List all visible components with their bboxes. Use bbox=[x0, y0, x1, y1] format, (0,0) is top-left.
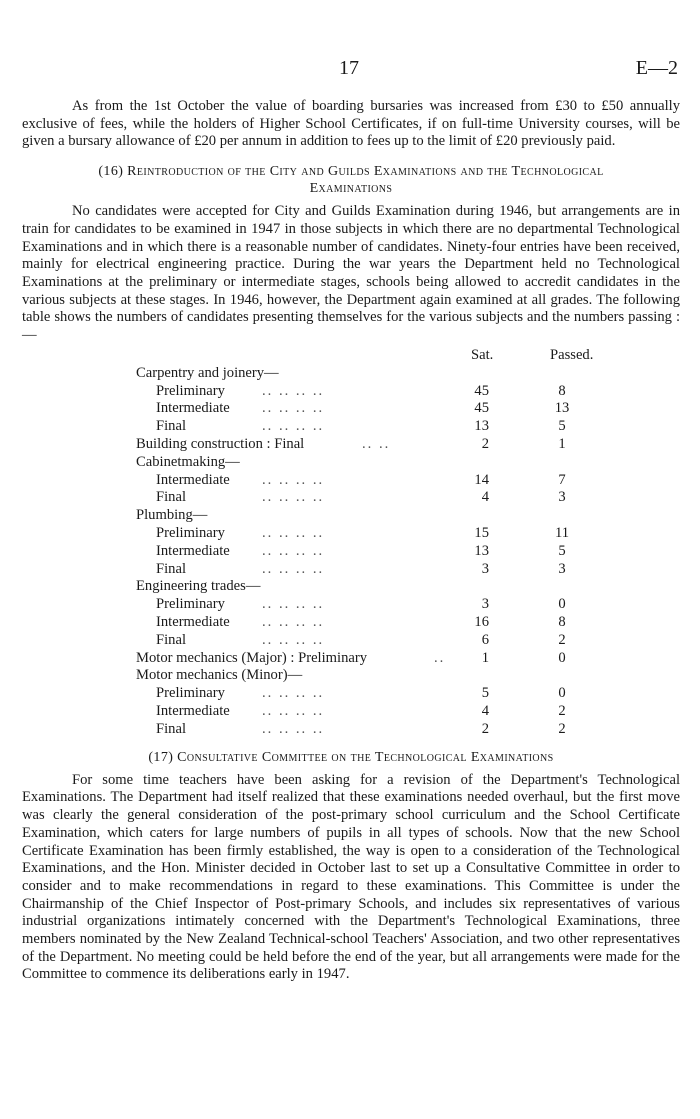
table-row bbox=[22, 489, 680, 506]
sat-value: 13 bbox=[474, 542, 489, 559]
bursaries-paragraph: As from the 1st October the value of boarding bursaries was increased from £30 to £50 annually exclusive of fees, while the holders of Higher School Certificates, if on full-time University courses, will be given a bursary allowance of £20 per annum in addition to fees up to the limit of £20 previously paid. bbox=[22, 98, 680, 150]
passed-value: 5 bbox=[558, 418, 566, 435]
table-row bbox=[22, 596, 680, 613]
passed-value: 8 bbox=[558, 613, 566, 630]
table-row bbox=[22, 578, 680, 595]
row-label: Intermediate bbox=[156, 471, 230, 488]
passed-value: 7 bbox=[558, 471, 566, 488]
leader-dots: .. .. .. .. bbox=[262, 613, 325, 630]
table-row bbox=[22, 365, 680, 382]
section-16-paragraph: No candidates were accepted for City and Guilds Examination during 1946, but arrangements are in train for candidates to be examined in 1947 in those subjects in which there are no departmental Technological Examinations and in which there is a reasonable number of candidates. Ninety-four entries have been received, mainly for electrical engineering practice. During the war years the Department held no Technological Examinations at the preliminary or intermediate stages, schools being allowed to accredit candidates in the various subjects at these stages. In 1946, however, the Department again examined at all grades. The following table shows the numbers of candidates presenting themselves for the various subjects and the numbers passing :— bbox=[22, 203, 680, 344]
examination-results-table bbox=[22, 347, 680, 737]
passed-value: 5 bbox=[558, 542, 566, 559]
passed-value: 0 bbox=[558, 649, 566, 666]
sat-value: 45 bbox=[474, 382, 489, 399]
row-label: Intermediate bbox=[156, 613, 230, 630]
row-label: Intermediate bbox=[156, 702, 230, 719]
leader-dots: .. .. .. .. bbox=[262, 400, 325, 417]
leader-dots: .. .. .. .. bbox=[262, 524, 325, 541]
passed-value: 2 bbox=[558, 631, 566, 648]
row-label: Final bbox=[156, 489, 186, 506]
sat-value: 6 bbox=[481, 631, 489, 648]
passed-value: 3 bbox=[558, 560, 566, 577]
row-label: Carpentry and joinery— bbox=[136, 364, 279, 381]
row-label: Preliminary bbox=[156, 685, 225, 702]
sat-value: 5 bbox=[481, 685, 489, 702]
table-row bbox=[22, 436, 680, 453]
leader-dots: .. .. .. .. bbox=[262, 631, 325, 648]
passed-value: 11 bbox=[554, 524, 570, 541]
sat-value: 4 bbox=[481, 702, 489, 719]
row-label: Final bbox=[156, 720, 186, 737]
table-row bbox=[22, 383, 680, 400]
passed-value: 2 bbox=[558, 720, 566, 737]
row-label: Preliminary bbox=[156, 524, 225, 541]
row-label: Building construction : Final bbox=[136, 435, 305, 452]
row-label: Final bbox=[156, 418, 186, 435]
table-row bbox=[22, 561, 680, 578]
table-row bbox=[22, 650, 680, 667]
row-label: Engineering trades— bbox=[136, 578, 261, 595]
row-label: Motor mechanics (Minor)— bbox=[136, 667, 303, 684]
passed-value: 1 bbox=[558, 435, 566, 452]
page-header bbox=[0, 57, 700, 81]
table-row bbox=[22, 703, 680, 720]
table-row bbox=[22, 667, 680, 684]
section-16-heading: (16) Reintroduction of the City and Guilds Examinations and the Technological Examinations bbox=[98, 164, 604, 197]
sat-value: 45 bbox=[474, 400, 489, 417]
table-row bbox=[22, 685, 680, 702]
column-header-passed: Passed. bbox=[550, 346, 594, 363]
passed-value: 0 bbox=[558, 685, 566, 702]
leader-dots: .. .. .. .. bbox=[262, 596, 325, 613]
table-row bbox=[22, 614, 680, 631]
leader-dots: .. .. .. .. bbox=[262, 382, 325, 399]
sat-value: 4 bbox=[481, 489, 489, 506]
table-row bbox=[22, 543, 680, 560]
leader-dots: .. bbox=[434, 649, 446, 666]
row-label: Motor mechanics (Major) : Preliminary bbox=[136, 649, 368, 666]
table-header-row bbox=[22, 347, 680, 364]
passed-value: 0 bbox=[558, 596, 566, 613]
passed-value: 8 bbox=[558, 382, 566, 399]
table-row bbox=[22, 525, 680, 542]
sat-value: 2 bbox=[481, 435, 489, 452]
row-label: Preliminary bbox=[156, 596, 225, 613]
table-row bbox=[22, 400, 680, 417]
section-17-paragraph: For some time teachers have been asking for a revision of the Department's Technological Examinations. The Department had itself realized that these examinations needed overhaul, but the first move was clearly the general consideration of the post-primary school curriculum and the School Certificate Examination, which caters for large numbers of pupils in all types of schools. Now that the new School Certificate Examination has been firmly established, the way is open to a consideration of the Technological Examinations, and the Hon. Minister decided in October last to set up a Consultative Committee in order to consider and to make recommendations in regard to these examinations. This Committee is under the Chairmanship of the Chief Inspector of Post-primary Schools, and includes six representatives of various industrial organizations intimately concerned with the Department's Technological Examinations, three members nominated by the New Zealand Technical-school Teachers' Association, and two other representatives of the Department. No meeting could be held before the end of the year, but all arrangements were made for the Committee to commence its deliberations early in 1947. bbox=[22, 771, 680, 983]
row-label: Cabinetmaking— bbox=[136, 453, 240, 470]
leader-dots: .. .. .. .. bbox=[262, 702, 325, 719]
table-row bbox=[22, 507, 680, 524]
document-body bbox=[22, 98, 680, 984]
sat-value: 13 bbox=[474, 418, 489, 435]
row-label: Final bbox=[156, 631, 186, 648]
leader-dots: .. .. .. .. bbox=[262, 720, 325, 737]
passed-value: 13 bbox=[554, 400, 570, 417]
leader-dots: .. .. bbox=[362, 435, 391, 452]
table-row bbox=[22, 472, 680, 489]
table-row bbox=[22, 632, 680, 649]
row-label: Intermediate bbox=[156, 400, 230, 417]
row-label: Final bbox=[156, 560, 186, 577]
leader-dots: .. .. .. .. bbox=[262, 560, 325, 577]
table-row bbox=[22, 721, 680, 738]
leader-dots: .. .. .. .. bbox=[262, 418, 325, 435]
leader-dots: .. .. .. .. bbox=[262, 685, 325, 702]
sat-value: 15 bbox=[474, 524, 489, 541]
leader-dots: .. .. .. .. bbox=[262, 542, 325, 559]
passed-value: 2 bbox=[558, 702, 566, 719]
table-row bbox=[22, 454, 680, 471]
passed-value: 3 bbox=[558, 489, 566, 506]
leader-dots: .. .. .. .. bbox=[262, 471, 325, 488]
column-header-sat: Sat. bbox=[471, 346, 494, 363]
row-label: Intermediate bbox=[156, 542, 230, 559]
sat-value: 3 bbox=[481, 560, 489, 577]
series-code: E—2 bbox=[635, 57, 678, 79]
table-row bbox=[22, 418, 680, 435]
section-17-heading: (17) Consultative Committee on the Technological Examinations bbox=[148, 749, 554, 765]
sat-value: 16 bbox=[474, 613, 489, 630]
sat-value: 1 bbox=[481, 649, 489, 666]
row-label: Preliminary bbox=[156, 382, 225, 399]
leader-dots: .. .. .. .. bbox=[262, 489, 325, 506]
sat-value: 14 bbox=[474, 471, 489, 488]
row-label: Plumbing— bbox=[136, 507, 208, 524]
page-number: 17 bbox=[339, 57, 359, 79]
sat-value: 2 bbox=[481, 720, 489, 737]
sat-value: 3 bbox=[481, 596, 489, 613]
